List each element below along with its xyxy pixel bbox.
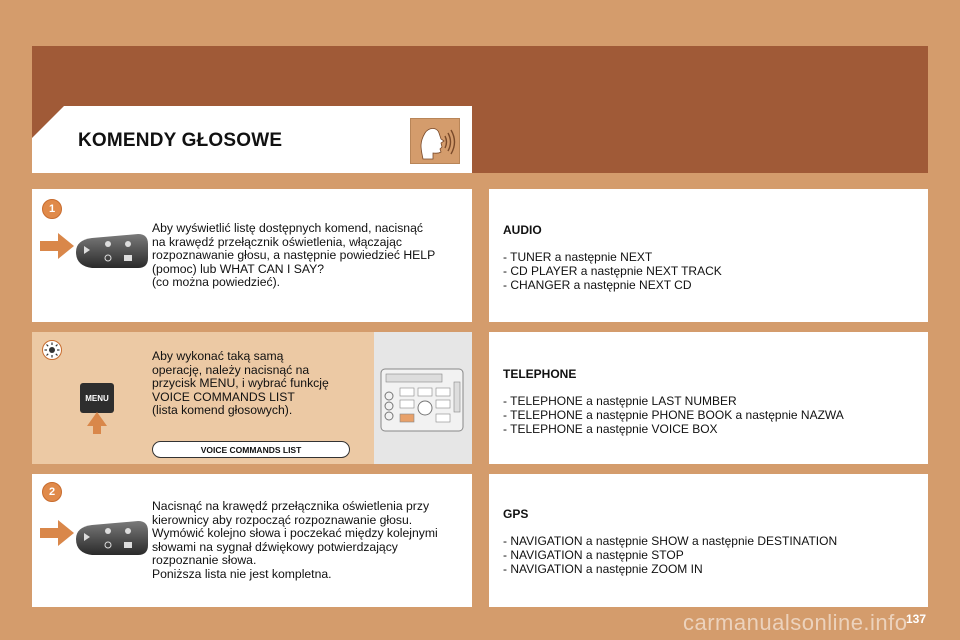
telephone-title: TELEPHONE (503, 367, 577, 381)
step-2-text: Nacisnąć na krawędź przełącznika oświetlenia przy kierownicy aby rozpocząć rozpoznawanie głosu. Wymówić kolejno słowa i poczekać między kolejnymi słowami na sygnał dźwiękowy potwierdzający rozpoznanie słowa. Poniższa lista nie jest kompletna. (152, 499, 438, 581)
menu-button-label: MENU (85, 393, 109, 403)
voice-speaking-icon (410, 118, 460, 164)
telephone-list: - TELEPHONE a następnie LAST NUMBER - TELEPHONE a następnie PHONE BOOK a następnie NAZWA - TELEPHONE a następnie VOICE BOX (503, 394, 844, 436)
page-title: KOMENDY GŁOSOWE (78, 130, 283, 151)
lighting-stalk-icon (72, 515, 150, 563)
radio-unit-icon (380, 368, 464, 432)
step-2-badge: 2 (42, 482, 62, 502)
watermark: carmanualsonline.info (683, 610, 908, 635)
step-1-text: Aby wyświetlić listę dostępnych komend, nacisnąć na krawędź przełącznik oświetlenia, włączając rozpoznawanie głosu, a następnie powiedzieć HELP (pomoc) lub WHAT CAN I SAY? (co można powiedzieć). (152, 221, 436, 290)
page-number: 137 (906, 612, 927, 626)
title-notch (32, 106, 64, 138)
voice-commands-list-pill[interactable]: VOICE COMMANDS LIST (152, 441, 350, 458)
lighting-stalk-icon (72, 228, 150, 276)
gps-title: GPS (503, 507, 529, 521)
pointer-arrow-icon (40, 520, 74, 546)
audio-title: AUDIO (503, 223, 542, 237)
pointer-arrow-icon (40, 233, 74, 259)
step-1-badge: 1 (42, 199, 62, 219)
menu-button[interactable] (80, 383, 114, 413)
sun-light-icon (42, 340, 62, 360)
gps-list: - NAVIGATION a następnie SHOW a następnie DESTINATION - NAVIGATION a następnie STOP - NAVIGATION a następnie ZOOM IN (503, 534, 838, 576)
arrow-up-icon (87, 412, 107, 434)
audio-list: - TUNER a następnie NEXT - CD PLAYER a następnie NEXT TRACK - CHANGER a następnie NEXT CD (503, 250, 722, 292)
menu-alternative-text: Aby wykonać taką samą operację, należy nacisnąć na przycisk MENU, i wybrać funkcję VOICE COMMANDS LIST (lista komend głosowych). (152, 349, 329, 418)
